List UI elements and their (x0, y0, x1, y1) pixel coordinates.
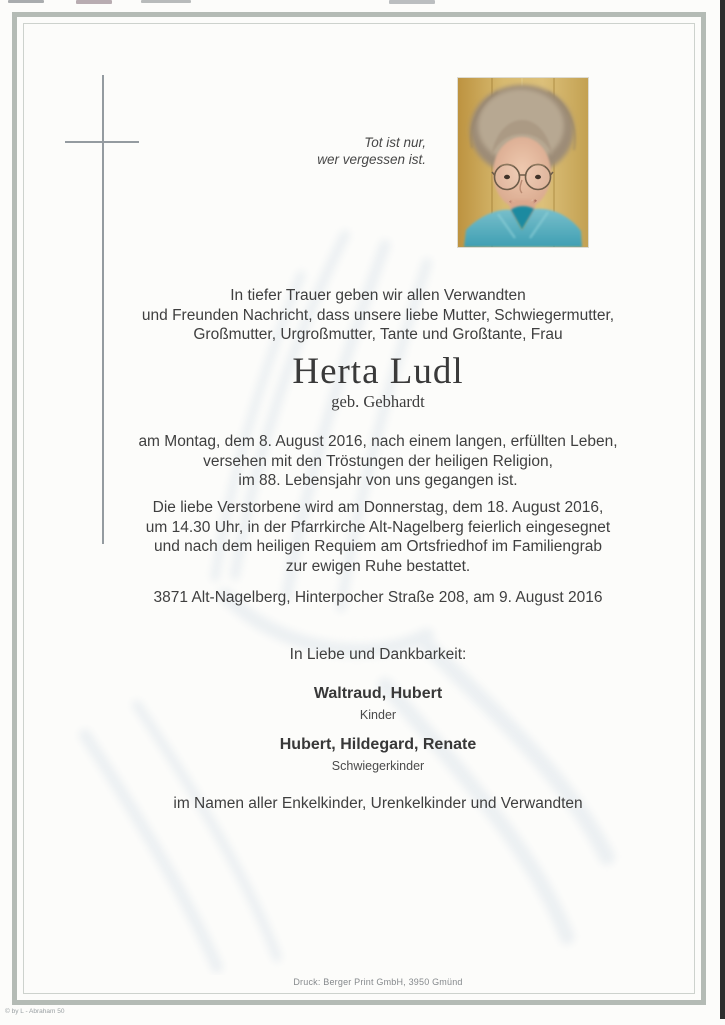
death-line: im 88. Lebensjahr von uns gegangen ist. (238, 472, 518, 489)
scan-edge-shadow (720, 0, 725, 1019)
memorial-quote-line: wer vergessen ist. (317, 152, 426, 167)
intro-line: Großmutter, Urgroßmutter, Tante und Großtante, Frau (193, 326, 563, 343)
memorial-quote (250, 134, 426, 168)
funeral-paragraph (40, 498, 716, 576)
scan-artifact (8, 0, 44, 3)
print-credit: Druck: Berger Print GmbH, 3950 Gmünd (293, 977, 463, 987)
mourners-inlaws-names: Hubert, Hildegard, Renate (279, 736, 477, 753)
intro-line: In tiefer Trauer geben wir allen Verwandten (230, 287, 526, 304)
intro-line: und Freunden Nachricht, dass unsere liebe Mutter, Schwiegermutter, (141, 306, 615, 324)
mourners-children-relation: Kinder (359, 708, 397, 722)
mourners-children-names: Waltraud, Hubert (313, 685, 443, 702)
intro-paragraph (40, 286, 716, 345)
cross-icon (65, 141, 139, 143)
mourners-inlaws-relation: Schwiegerkinder (331, 759, 425, 773)
funeral-line: Die liebe Verstorbene wird am Donnerstag, dem 18. August 2016, (152, 499, 604, 516)
copyright-note: © by L - Abraham 50 (5, 1008, 65, 1015)
closing-line: In Liebe und Dankbarkeit: (289, 646, 467, 663)
memorial-quote-line: Tot ist nur, (364, 135, 426, 150)
funeral-line: um 14.30 Uhr, in der Pfarrkirche Alt-Nagelberg feierlich eingesegnet (145, 518, 611, 536)
portrait-photo (458, 78, 588, 247)
maiden-name: geb. Gebhardt (331, 392, 425, 411)
funeral-line: zur ewigen Ruhe bestattet. (285, 557, 471, 575)
final-line: im Namen aller Enkelkinder, Urenkelkinder und Verwandten (173, 795, 583, 812)
deceased-name: Herta Ludl (292, 351, 464, 392)
funeral-line: und nach dem heiligen Requiem am Ortsfriedhof im Familiengrab (154, 538, 602, 555)
scan-artifact (141, 0, 191, 3)
death-paragraph (40, 432, 716, 491)
address-line: 3871 Alt-Nagelberg, Hinterpocher Straße 208, am 9. August 2016 (153, 589, 603, 606)
scan-artifact (389, 0, 435, 4)
death-line: am Montag, dem 8. August 2016, nach einem langen, erfüllten Leben, (138, 433, 618, 450)
scan-artifact (76, 0, 112, 4)
death-line: versehen mit den Tröstungen der heiligen Religion, (203, 452, 553, 470)
